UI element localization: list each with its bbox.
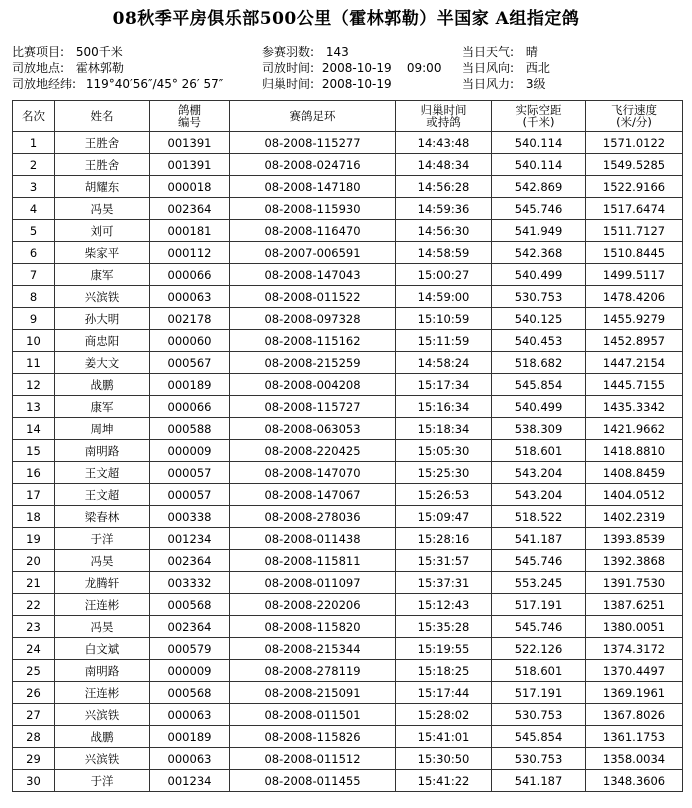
coords-label: 司放地经纬: — [12, 77, 77, 91]
release-label: 司放时间: — [262, 61, 315, 75]
return-field — [262, 76, 462, 92]
table-row — [13, 572, 683, 594]
name-cell: 孙大明 — [55, 308, 150, 330]
name-cell: 汪连彬 — [55, 682, 150, 704]
loft-id-cell: 001391 — [150, 154, 230, 176]
release-value: 2008-10-19 09:00 — [321, 61, 442, 75]
ring-cell: 08-2008-215344 — [230, 638, 396, 660]
table-row — [13, 748, 683, 770]
arrival-cell: 15:28:16 — [396, 528, 492, 550]
table-row — [13, 154, 683, 176]
table-row — [13, 418, 683, 440]
loft-id-cell: 000189 — [150, 374, 230, 396]
speed-cell: 1435.3342 — [586, 396, 683, 418]
rank-cell: 23 — [13, 616, 55, 638]
arrival-cell: 15:28:02 — [396, 704, 492, 726]
name-cell: 龙腾轩 — [55, 572, 150, 594]
page-title: 08秋季平房俱乐部500公里（霍林郭勒）半国家 A组指定鸽 — [112, 9, 580, 29]
name-cell: 商忠阳 — [55, 330, 150, 352]
name-cell: 刘可 — [55, 220, 150, 242]
speed-cell: 1380.0051 — [586, 616, 683, 638]
table-row — [13, 682, 683, 704]
rank-cell: 13 — [13, 396, 55, 418]
wind-force-value: 3级 — [525, 77, 546, 91]
distance-cell: 540.114 — [492, 132, 586, 154]
name-cell: 胡耀东 — [55, 176, 150, 198]
speed-cell: 1455.9279 — [586, 308, 683, 330]
loft-id-cell: 002178 — [150, 308, 230, 330]
rank-cell: 16 — [13, 462, 55, 484]
loft-id-cell: 000568 — [150, 594, 230, 616]
coords-field — [12, 76, 262, 92]
ring-cell: 08-2008-115727 — [230, 396, 396, 418]
ring-cell: 08-2008-004208 — [230, 374, 396, 396]
distance-cell: 540.453 — [492, 330, 586, 352]
ring-cell: 08-2008-011501 — [230, 704, 396, 726]
name-cell: 白文斌 — [55, 638, 150, 660]
name-cell: 兴滨铁 — [55, 704, 150, 726]
project-value: 500千米 — [75, 45, 123, 59]
location-value: 霍林郭勒 — [75, 61, 124, 75]
loft-id-cell: 000066 — [150, 396, 230, 418]
distance-cell: 542.869 — [492, 176, 586, 198]
wind-direction-label: 当日风向: — [462, 61, 515, 75]
rank-cell: 3 — [13, 176, 55, 198]
rank-cell: 8 — [13, 286, 55, 308]
name-cell: 周坤 — [55, 418, 150, 440]
loft-id-cell: 000060 — [150, 330, 230, 352]
table-body — [13, 132, 683, 792]
name-cell: 于洋 — [55, 770, 150, 792]
arrival-cell: 14:48:34 — [396, 154, 492, 176]
col-header-speed: 飞行速度 (米/分) — [586, 101, 683, 132]
ring-cell: 08-2008-115811 — [230, 550, 396, 572]
loft-id-cell: 000567 — [150, 352, 230, 374]
speed-cell: 1358.0034 — [586, 748, 683, 770]
table-row — [13, 594, 683, 616]
speed-cell: 1499.5117 — [586, 264, 683, 286]
name-cell: 兴滨铁 — [55, 748, 150, 770]
wind-direction-value: 西北 — [525, 61, 550, 75]
distance-cell: 543.204 — [492, 484, 586, 506]
rank-cell: 17 — [13, 484, 55, 506]
name-cell: 战鹏 — [55, 374, 150, 396]
arrival-cell: 15:37:31 — [396, 572, 492, 594]
loft-id-cell: 002364 — [150, 616, 230, 638]
name-cell: 南明路 — [55, 660, 150, 682]
table-row — [13, 462, 683, 484]
speed-cell: 1374.3172 — [586, 638, 683, 660]
rank-cell: 11 — [13, 352, 55, 374]
rank-cell: 1 — [13, 132, 55, 154]
speed-cell: 1445.7155 — [586, 374, 683, 396]
arrival-cell: 14:58:59 — [396, 242, 492, 264]
arrival-cell: 15:17:44 — [396, 682, 492, 704]
loft-id-cell: 000189 — [150, 726, 230, 748]
ring-cell: 08-2008-115162 — [230, 330, 396, 352]
project-label: 比赛项目: — [12, 45, 65, 59]
name-cell: 战鹏 — [55, 726, 150, 748]
ring-cell: 08-2008-147067 — [230, 484, 396, 506]
col-header-ring: 赛鸽足环 — [230, 101, 396, 132]
rank-cell: 9 — [13, 308, 55, 330]
arrival-cell: 15:17:34 — [396, 374, 492, 396]
location-label: 司放地点: — [12, 61, 65, 75]
table-row — [13, 286, 683, 308]
speed-cell: 1402.2319 — [586, 506, 683, 528]
speed-cell: 1387.6251 — [586, 594, 683, 616]
table-row — [13, 550, 683, 572]
count-field — [262, 44, 462, 60]
loft-id-cell: 000063 — [150, 748, 230, 770]
loft-id-cell: 000112 — [150, 242, 230, 264]
distance-cell: 541.187 — [492, 770, 586, 792]
loft-id-cell: 001234 — [150, 770, 230, 792]
release-field — [262, 60, 462, 76]
ring-cell: 08-2008-215259 — [230, 352, 396, 374]
speed-cell: 1367.8026 — [586, 704, 683, 726]
wind-direction-field — [462, 60, 682, 76]
ring-cell: 08-2008-115277 — [230, 132, 396, 154]
distance-cell: 518.601 — [492, 440, 586, 462]
arrival-cell: 15:12:43 — [396, 594, 492, 616]
arrival-cell: 15:30:50 — [396, 748, 492, 770]
arrival-cell: 15:41:22 — [396, 770, 492, 792]
table-row — [13, 440, 683, 462]
arrival-cell: 15:19:55 — [396, 638, 492, 660]
rank-cell: 10 — [13, 330, 55, 352]
ring-cell: 08-2008-011097 — [230, 572, 396, 594]
rank-cell: 24 — [13, 638, 55, 660]
ring-cell: 08-2008-011512 — [230, 748, 396, 770]
ring-cell: 08-2008-011455 — [230, 770, 396, 792]
coords-value: 119°40′56″/45° 26′ 57″ — [85, 77, 224, 91]
arrival-cell: 14:56:28 — [396, 176, 492, 198]
rank-cell: 6 — [13, 242, 55, 264]
loft-id-cell: 000338 — [150, 506, 230, 528]
speed-cell: 1370.4497 — [586, 660, 683, 682]
table-row — [13, 242, 683, 264]
loft-id-cell: 000579 — [150, 638, 230, 660]
speed-cell: 1404.0512 — [586, 484, 683, 506]
arrival-cell: 14:58:24 — [396, 352, 492, 374]
arrival-cell: 15:35:28 — [396, 616, 492, 638]
loft-id-cell: 000063 — [150, 286, 230, 308]
project-field — [12, 44, 262, 60]
return-value: 2008-10-19 — [321, 77, 392, 91]
distance-cell: 518.601 — [492, 660, 586, 682]
ring-cell: 08-2008-147043 — [230, 264, 396, 286]
distance-cell: 545.854 — [492, 374, 586, 396]
loft-id-cell: 002364 — [150, 550, 230, 572]
weather-value: 晴 — [525, 45, 538, 59]
speed-cell: 1549.5285 — [586, 154, 683, 176]
distance-cell: 530.753 — [492, 704, 586, 726]
arrival-cell: 14:43:48 — [396, 132, 492, 154]
arrival-cell: 15:05:30 — [396, 440, 492, 462]
rank-cell: 22 — [13, 594, 55, 616]
speed-cell: 1348.3606 — [586, 770, 683, 792]
speed-cell: 1408.8459 — [586, 462, 683, 484]
rank-cell: 28 — [13, 726, 55, 748]
name-cell: 冯昊 — [55, 550, 150, 572]
loft-id-cell: 000009 — [150, 440, 230, 462]
ring-cell: 08-2008-097328 — [230, 308, 396, 330]
arrival-cell: 15:31:57 — [396, 550, 492, 572]
speed-cell: 1522.9166 — [586, 176, 683, 198]
distance-cell: 541.187 — [492, 528, 586, 550]
loft-id-cell: 000181 — [150, 220, 230, 242]
table-row — [13, 638, 683, 660]
loft-id-cell: 000057 — [150, 462, 230, 484]
loft-id-cell: 000018 — [150, 176, 230, 198]
table-row — [13, 704, 683, 726]
loft-id-cell: 003332 — [150, 572, 230, 594]
speed-cell: 1361.1753 — [586, 726, 683, 748]
wind-force-field — [462, 76, 682, 92]
table-header-row — [13, 101, 683, 132]
rank-cell: 14 — [13, 418, 55, 440]
arrival-cell: 15:00:27 — [396, 264, 492, 286]
table-row — [13, 484, 683, 506]
table-row — [13, 264, 683, 286]
table-row — [13, 352, 683, 374]
distance-cell: 545.746 — [492, 198, 586, 220]
rank-cell: 21 — [13, 572, 55, 594]
distance-cell: 538.309 — [492, 418, 586, 440]
speed-cell: 1447.2154 — [586, 352, 683, 374]
speed-cell: 1392.3868 — [586, 550, 683, 572]
loft-id-cell: 001391 — [150, 132, 230, 154]
distance-cell: 545.854 — [492, 726, 586, 748]
loft-id-cell: 002364 — [150, 198, 230, 220]
table-row — [13, 660, 683, 682]
distance-cell: 545.746 — [492, 550, 586, 572]
table-row — [13, 506, 683, 528]
distance-cell: 530.753 — [492, 286, 586, 308]
results-table — [12, 100, 683, 792]
distance-cell: 518.682 — [492, 352, 586, 374]
ring-cell: 08-2008-278036 — [230, 506, 396, 528]
name-cell: 于洋 — [55, 528, 150, 550]
distance-cell: 542.368 — [492, 242, 586, 264]
col-header-loft-id: 鸽棚 编号 — [150, 101, 230, 132]
loft-id-cell: 000057 — [150, 484, 230, 506]
speed-cell: 1391.7530 — [586, 572, 683, 594]
speed-cell: 1393.8539 — [586, 528, 683, 550]
name-cell: 南明路 — [55, 440, 150, 462]
name-cell: 姜大文 — [55, 352, 150, 374]
ring-cell: 08-2008-115930 — [230, 198, 396, 220]
speed-cell: 1369.1961 — [586, 682, 683, 704]
name-cell: 王胜舍 — [55, 154, 150, 176]
distance-cell: 518.522 — [492, 506, 586, 528]
arrival-cell: 15:26:53 — [396, 484, 492, 506]
distance-cell: 540.499 — [492, 264, 586, 286]
table-row — [13, 132, 683, 154]
loft-id-cell: 000009 — [150, 660, 230, 682]
table-row — [13, 176, 683, 198]
arrival-cell: 15:41:01 — [396, 726, 492, 748]
speed-cell: 1517.6474 — [586, 198, 683, 220]
arrival-cell: 15:25:30 — [396, 462, 492, 484]
distance-cell: 545.746 — [492, 616, 586, 638]
ring-cell: 08-2008-147070 — [230, 462, 396, 484]
arrival-cell: 14:59:00 — [396, 286, 492, 308]
name-cell: 冯昊 — [55, 616, 150, 638]
count-value: 143 — [325, 45, 349, 59]
table-row — [13, 616, 683, 638]
col-header-arrival: 归巢时间 或持鸽 — [396, 101, 492, 132]
ring-cell: 08-2008-024716 — [230, 154, 396, 176]
info-row-1 — [12, 44, 682, 60]
rank-cell: 25 — [13, 660, 55, 682]
ring-cell: 08-2008-278119 — [230, 660, 396, 682]
ring-cell: 08-2008-011438 — [230, 528, 396, 550]
arrival-cell: 15:11:59 — [396, 330, 492, 352]
name-cell: 王胜舍 — [55, 132, 150, 154]
arrival-cell: 14:59:36 — [396, 198, 492, 220]
arrival-cell: 14:56:30 — [396, 220, 492, 242]
distance-cell: 553.245 — [492, 572, 586, 594]
speed-cell: 1421.9662 — [586, 418, 683, 440]
info-row-3 — [12, 76, 682, 92]
loft-id-cell: 000063 — [150, 704, 230, 726]
rank-cell: 27 — [13, 704, 55, 726]
ring-cell: 08-2008-115826 — [230, 726, 396, 748]
return-label: 归巢时间: — [262, 77, 315, 91]
loft-id-cell: 001234 — [150, 528, 230, 550]
ring-cell: 08-2008-147180 — [230, 176, 396, 198]
table-row — [13, 220, 683, 242]
ring-cell: 08-2007-006591 — [230, 242, 396, 264]
table-row — [13, 330, 683, 352]
rank-cell: 12 — [13, 374, 55, 396]
ring-cell: 08-2008-063053 — [230, 418, 396, 440]
distance-cell: 517.191 — [492, 594, 586, 616]
distance-cell: 540.125 — [492, 308, 586, 330]
rank-cell: 29 — [13, 748, 55, 770]
rank-cell: 5 — [13, 220, 55, 242]
speed-cell: 1511.7127 — [586, 220, 683, 242]
speed-cell: 1478.4206 — [586, 286, 683, 308]
distance-cell: 540.499 — [492, 396, 586, 418]
loft-id-cell: 000066 — [150, 264, 230, 286]
rank-cell: 20 — [13, 550, 55, 572]
ring-cell: 08-2008-116470 — [230, 220, 396, 242]
speed-cell: 1510.8445 — [586, 242, 683, 264]
arrival-cell: 15:09:47 — [396, 506, 492, 528]
rank-cell: 30 — [13, 770, 55, 792]
rank-cell: 7 — [13, 264, 55, 286]
name-cell: 王文超 — [55, 462, 150, 484]
name-cell: 康军 — [55, 396, 150, 418]
name-cell: 冯昊 — [55, 198, 150, 220]
speed-cell: 1571.0122 — [586, 132, 683, 154]
wind-force-label: 当日风力: — [462, 77, 515, 91]
table-row — [13, 396, 683, 418]
rank-cell: 2 — [13, 154, 55, 176]
name-cell: 汪连彬 — [55, 594, 150, 616]
ring-cell: 08-2008-220425 — [230, 440, 396, 462]
rank-cell: 18 — [13, 506, 55, 528]
distance-cell: 517.191 — [492, 682, 586, 704]
table-row — [13, 770, 683, 792]
ring-cell: 08-2008-011522 — [230, 286, 396, 308]
col-header-name: 姓名 — [55, 101, 150, 132]
table-row — [13, 374, 683, 396]
ring-cell: 08-2008-220206 — [230, 594, 396, 616]
table-row — [13, 198, 683, 220]
arrival-cell: 15:16:34 — [396, 396, 492, 418]
table-row — [13, 308, 683, 330]
name-cell: 兴滨铁 — [55, 286, 150, 308]
race-info — [12, 44, 682, 92]
speed-cell: 1418.8810 — [586, 440, 683, 462]
col-header-rank: 名次 — [13, 101, 55, 132]
loft-id-cell: 000588 — [150, 418, 230, 440]
name-cell: 康军 — [55, 264, 150, 286]
speed-cell: 1452.8957 — [586, 330, 683, 352]
arrival-cell: 15:18:25 — [396, 660, 492, 682]
location-field — [12, 60, 262, 76]
info-row-2 — [12, 60, 682, 76]
rank-cell: 4 — [13, 198, 55, 220]
loft-id-cell: 000568 — [150, 682, 230, 704]
rank-cell: 19 — [13, 528, 55, 550]
arrival-cell: 15:10:59 — [396, 308, 492, 330]
name-cell: 柴家平 — [55, 242, 150, 264]
table-row — [13, 726, 683, 748]
weather-label: 当日天气: — [462, 45, 515, 59]
weather-field — [462, 44, 682, 60]
ring-cell: 08-2008-115820 — [230, 616, 396, 638]
rank-cell: 15 — [13, 440, 55, 462]
distance-cell: 541.949 — [492, 220, 586, 242]
rank-cell: 26 — [13, 682, 55, 704]
name-cell: 王文超 — [55, 484, 150, 506]
distance-cell: 522.126 — [492, 638, 586, 660]
distance-cell: 543.204 — [492, 462, 586, 484]
col-header-distance: 实际空距 (千米) — [492, 101, 586, 132]
table-row — [13, 528, 683, 550]
ring-cell: 08-2008-215091 — [230, 682, 396, 704]
distance-cell: 540.114 — [492, 154, 586, 176]
name-cell: 梁春林 — [55, 506, 150, 528]
distance-cell: 530.753 — [492, 748, 586, 770]
count-label: 参赛羽数: — [262, 45, 315, 59]
arrival-cell: 15:18:34 — [396, 418, 492, 440]
